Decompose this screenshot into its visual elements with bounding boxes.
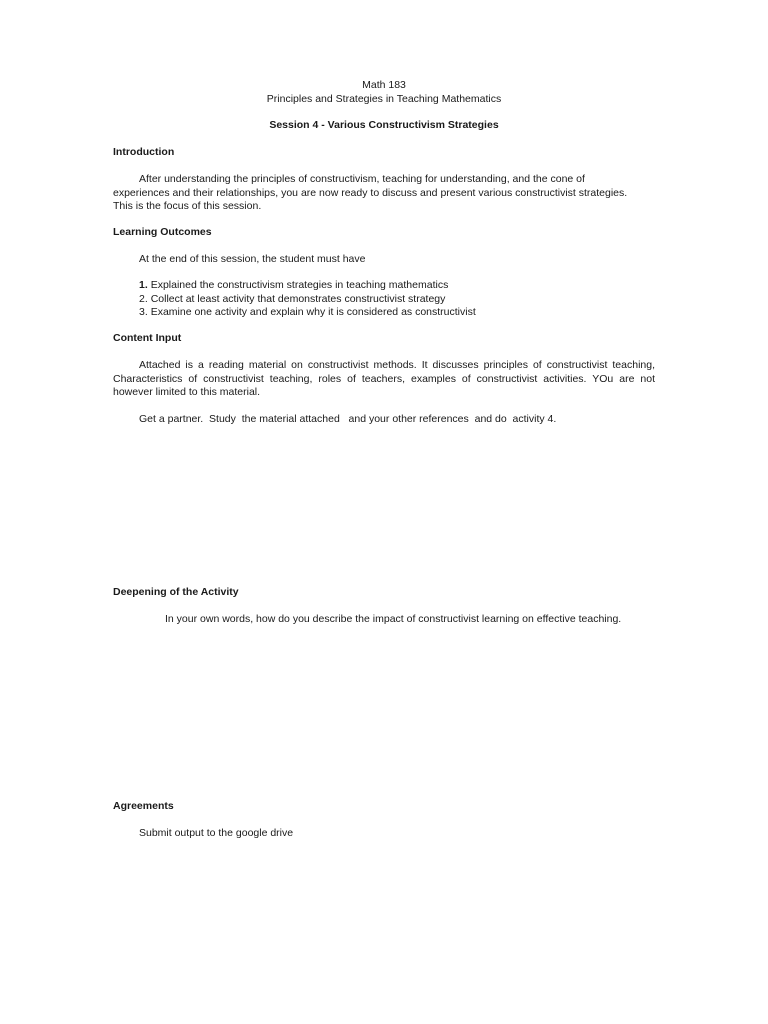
course-code: Math 183 bbox=[362, 79, 406, 91]
list-number: 3. bbox=[139, 306, 148, 318]
session-title: Session 4 - Various Constructivism Strategies bbox=[269, 119, 499, 131]
learning-outcome-item bbox=[139, 293, 445, 307]
introduction-heading: Introduction bbox=[113, 146, 175, 158]
introduction-paragraph: After understanding the principles of constructivism, teaching for understanding, and the cone of experiences and their relationships, you are now ready to discuss and present various constructivist strategies. This is the focus of this session. bbox=[113, 173, 628, 212]
content-input-instruction: Get a partner. Study the material attached and your other references and do activity 4. bbox=[139, 413, 557, 425]
agreements-heading: Agreements bbox=[113, 800, 174, 812]
learning-outcomes-heading: Learning Outcomes bbox=[113, 226, 212, 238]
learning-outcome-item bbox=[139, 306, 476, 320]
list-number: 2. bbox=[139, 293, 148, 305]
list-text: Examine one activity and explain why it is considered as constructivist bbox=[150, 306, 476, 318]
course-title: Principles and Strategies in Teaching Mathematics bbox=[266, 93, 502, 105]
list-text: Collect at least activity that demonstrates constructivist strategy bbox=[150, 293, 446, 305]
deepening-paragraph: In your own words, how do you describe the impact of constructivist learning on effective teaching. bbox=[165, 613, 622, 625]
deepening-heading: Deepening of the Activity bbox=[113, 586, 239, 598]
agreements-text: Submit output to the google drive bbox=[139, 827, 294, 839]
content-input-paragraph: Attached is a reading material on constructivist methods. It discusses principles of constructivist teaching, Characteristics of constructivist teaching, roles of teachers, examples of constructivist activities. YOu are not however limited to this material. bbox=[113, 359, 655, 398]
list-text: Explained the constructivism strategies in teaching mathematics bbox=[150, 279, 449, 291]
content-input-heading: Content Input bbox=[113, 332, 182, 344]
list-number: 1. bbox=[139, 279, 148, 291]
learning-outcomes-intro: At the end of this session, the student must have bbox=[139, 253, 366, 265]
learning-outcome-item bbox=[139, 279, 448, 293]
